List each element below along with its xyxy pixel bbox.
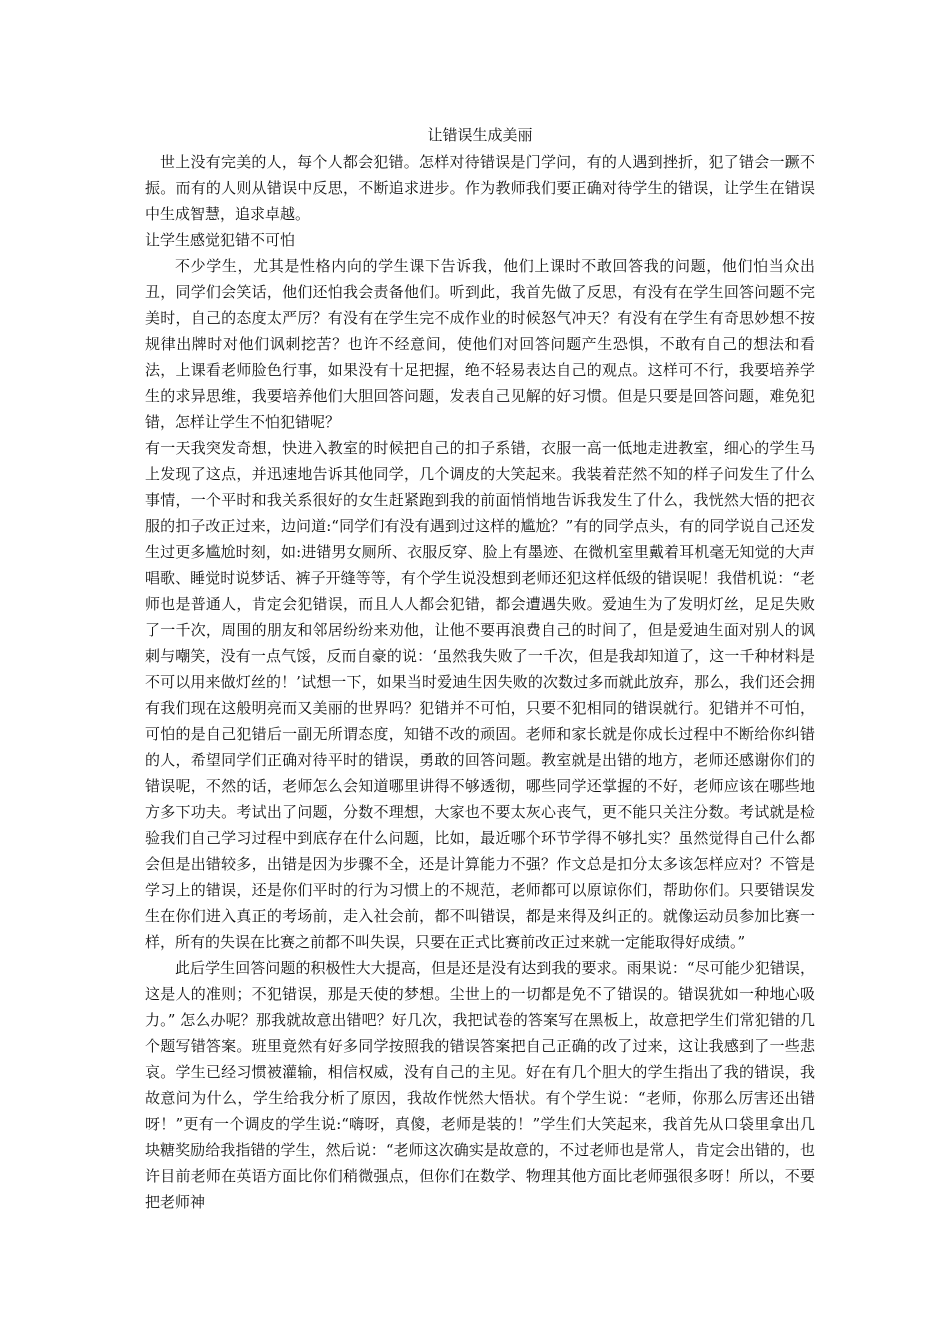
document-page [145, 124, 815, 1215]
body-paragraph-2: 有一天我突发奇想，快进入教室的时候把自己的扣子系错，衣服一高一低地走进教室，细心的学生马上发现了这点，并迅速地告诉其他同学，几个调皮的大笑起来。我装着茫然不知的样子问发生了什么事情，一个平时和我关系很好的女生赶紧跑到我的前面悄悄地告诉我发生了什么，我恍然大悟的把衣服的扣子改正过来，边问道:“同学们有没有遇到过这样的尴尬？”有的同学点头，有的同学说自己还发生过更多尴尬时刻，如:进错男女厕所、衣服反穿、脸上有墨迹、在微机室里戴着耳机毫无知觉的大声唱歌、睡觉时说梦话、裤子开缝等等，有个学生说没想到老师还犯这样低级的错误呢！我借机说：“老师也是普通人，肯定会犯错误，而且人人都会犯错，都会遭遇失败。爱迪生为了发明灯丝，足足失败了一千次，周围的朋友和邻居纷纷来劝他，让他不要再浪费自己的时间了，但是爱迪生面对别人的讽刺与嘲笑，没有一点气馁，反而自豪的说：‘虽然我失败了一千次，但是我却知道了，这一千种材料是不可以用来做灯丝的！’试想一下，如果当时爱迪生因失败的次数过多而就此放弃，那么，我们还会拥有我们现在这般明亮而又美丽的世界吗？犯错并不可怕，只要不犯相同的错误就行。犯错并不可怕，可怕的是自己犯错后一副无所谓态度，知错不改的顽固。老师和家长就是你成长过程中不断给你纠错的人，希望同学们正确对待平时的错误，勇敢的回答问题。教室就是出错的地方，老师还感谢你们的错误呢，不然的话，老师怎么会知道哪里讲得不够透彻，哪些同学还掌握的不好，老师应该在哪些地方多下功夫。考试出了问题，分数不理想，大家也不要太灰心丧气，更不能只关注分数。考试就是检验我们自己学习过程中到底存在什么问题，比如，最近哪个环节学得不够扎实？虽然觉得自己什么都会但是出错较多，出错是因为步骤不全，还是计算能力不强？作文总是扣分太多该怎样应对？不管是学习上的错误，还是你们平时的行为习惯上的不规范，老师都可以原谅你们，帮助你们。只要错误发生在你们进入真正的考场前，走入社会前，都不叫错误，都是来得及纠正的。就像运动员参加比赛一样，所有的失误在比赛之前都不叫失误，只要在正式比赛前改正过来就一定能取得好成绩。” [145, 439, 815, 951]
section-heading: 让学生感觉犯错不可怕 [145, 231, 296, 249]
body-paragraph-3: 此后学生回答问题的积极性大大提高，但是还是没有达到我的要求。雨果说：“尽可能少犯错误，这是人的准则；不犯错误，那是天使的梦想。尘世上的一切都是免不了错误的。错误犹如一种地心吸力。” 怎么办呢？那我就故意出错吧？好几次，我把试卷的答案写在黑板上，故意把学生们常犯错的几个题写错答案。班里竟然有好多同学按照我的错误答案把自己正确的改了过来，这让我感到了一些悲哀。学生已经习惯被灌输，相信权威，没有自己的主见。好在有几个胆大的学生指出了我的错误，我故意问为什么，学生给我分析了原因，我故作恍然大悟状。有个学生说：“老师，你那么厉害还出错呀！”更有一个调皮的学生说:“嗨呀，真傻，老师是装的！”学生们大笑起来，我首先从口袋里拿出几块糖奖励给我指错的学生，然后说：“老师这次确实是故意的，不过老师也是常人，肯定会出错的，也许目前老师在英语方面比你们稍微强点，但你们在数学、物理其他方面比老师强很多呀！所以，不要把老师神 [145, 959, 815, 1211]
document-title: 让错误生成美丽 [427, 126, 533, 144]
intro-paragraph: 世上没有完美的人，每个人都会犯错。怎样对待错误是门学问，有的人遇到挫折，犯了错会一蹶不振。而有的人则从错误中反思，不断追求进步。作为教师我们要正确对待学生的错误，让学生在错误中生成智慧，追求卓越。 [145, 153, 815, 223]
body-paragraph-1: 不少学生，尤其是性格内向的学生课下告诉我，他们上课时不敢回答我的问题，他们怕当众出丑，同学们会笑话，他们还怕我会责备他们。听到此，我首先做了反思，有没有在学生回答问题不完美时，自己的态度太严厉？有没有在学生完不成作业的时候怒气冲天？有没有在学生有奇思妙想不按规律出牌时对他们讽刺挖苦？也许不经意间，使他们对回答问题产生恐惧，不敢有自己的想法和看法，上课看老师脸色行事，如果没有十足把握，绝不轻易表达自己的观点。这样可不行，我要培养学生的求异思维，我要培养他们大胆回答问题，发表自己见解的好习惯。但是只要是回答问题，难免犯错，怎样让学生不怕犯错呢？ [145, 257, 815, 431]
